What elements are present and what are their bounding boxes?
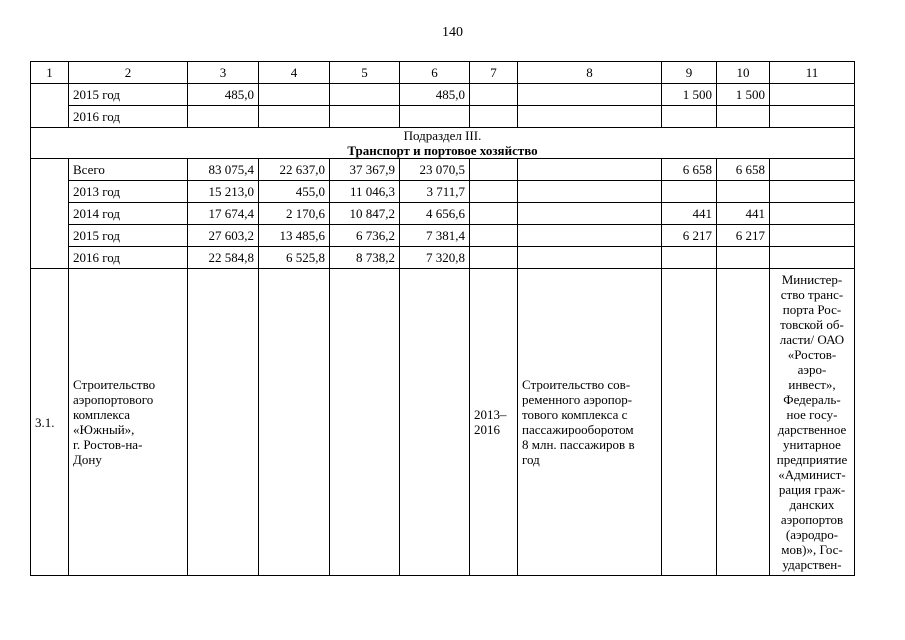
empty-cell [770, 203, 855, 225]
text-line: «Ростов- [787, 347, 837, 362]
value-cell: 11 046,3 [330, 181, 400, 203]
empty-cell [518, 225, 662, 247]
value-cell: 8 738,2 [330, 247, 400, 269]
text-line: 8 млн. пассажиров в [522, 437, 635, 452]
text-line: мов)», Гос- [781, 542, 843, 557]
text-line: Строительство сов- [522, 377, 631, 392]
value-cell: 455,0 [259, 181, 330, 203]
text-line: Дону [73, 452, 102, 467]
text-line: «Админист- [778, 467, 846, 482]
value-cell [717, 106, 770, 128]
text-line: Строительство [73, 377, 156, 392]
text-line: пассажирооборотом [522, 422, 634, 437]
header-cell: 1 [31, 62, 69, 84]
table-row [31, 203, 855, 225]
value-cell: 6 217 [717, 225, 770, 247]
empty-cell [770, 247, 855, 269]
empty-cell [518, 247, 662, 269]
header-cell: 11 [770, 62, 855, 84]
value-cell: 15 213,0 [188, 181, 259, 203]
empty-cell [31, 84, 69, 128]
header-cell: 5 [330, 62, 400, 84]
empty-cell [770, 225, 855, 247]
empty-cell [470, 106, 518, 128]
header-cell: 3 [188, 62, 259, 84]
text-line: данских [789, 497, 835, 512]
empty-cell [470, 181, 518, 203]
item-name [69, 269, 188, 576]
text-line: 2013– [474, 407, 507, 422]
empty-cell [717, 269, 770, 576]
text-line: Федераль- [783, 392, 841, 407]
item-number: 3.1. [31, 269, 69, 576]
table-row [31, 106, 855, 128]
text-line: ство транс- [780, 287, 844, 302]
text-line: тового комплекса с [522, 407, 628, 422]
text-line: ременного аэропор- [522, 392, 633, 407]
text-line: инвест», [788, 377, 836, 392]
empty-cell [662, 269, 717, 576]
value-cell: 22 584,8 [188, 247, 259, 269]
section-number: Подраздел III. [403, 128, 482, 143]
text-line: ласти/ ОАО [779, 332, 845, 347]
text-line: рация граж- [778, 482, 846, 497]
text-line: комплекса [73, 407, 131, 422]
value-cell: 13 485,6 [259, 225, 330, 247]
value-cell: 2 170,6 [259, 203, 330, 225]
value-cell: 10 847,2 [330, 203, 400, 225]
page-number: 140 [442, 25, 463, 40]
value-cell: 6 658 [717, 159, 770, 181]
empty-cell [470, 84, 518, 106]
table-row [31, 225, 855, 247]
value-cell: 1 500 [662, 84, 717, 106]
item-responsible [770, 269, 855, 576]
value-cell: 17 674,4 [188, 203, 259, 225]
value-cell [717, 181, 770, 203]
value-cell [662, 247, 717, 269]
text-line: аэро- [797, 362, 827, 377]
value-cell: 1 500 [717, 84, 770, 106]
value-cell: 7 381,4 [400, 225, 470, 247]
empty-cell [400, 269, 470, 576]
value-cell [717, 247, 770, 269]
value-cell: 4 656,6 [400, 203, 470, 225]
value-cell [188, 106, 259, 128]
empty-cell [518, 106, 662, 128]
value-cell [400, 106, 470, 128]
section-row [31, 128, 855, 159]
header-cell: 10 [717, 62, 770, 84]
empty-cell [470, 159, 518, 181]
header-cell: 9 [662, 62, 717, 84]
text-line: аэропортового [73, 392, 154, 407]
table-row [31, 84, 855, 106]
empty-cell [518, 203, 662, 225]
item-period [470, 269, 518, 576]
header-cell: 6 [400, 62, 470, 84]
value-cell: 485,0 [188, 84, 259, 106]
value-cell [662, 181, 717, 203]
value-cell: 441 [662, 203, 717, 225]
value-cell: 23 070,5 [400, 159, 470, 181]
text-line: ударствен- [782, 557, 842, 572]
empty-cell [770, 181, 855, 203]
header-cell: 8 [518, 62, 662, 84]
text-line: дарственное [777, 422, 847, 437]
value-cell [330, 84, 400, 106]
year-label: Всего [69, 159, 188, 181]
text-line: (аэродро- [785, 527, 839, 542]
year-label: 2013 год [69, 181, 188, 203]
value-cell: 22 637,0 [259, 159, 330, 181]
year-label: 2016 год [69, 106, 188, 128]
value-cell: 37 367,9 [330, 159, 400, 181]
empty-cell [770, 84, 855, 106]
value-cell: 441 [717, 203, 770, 225]
value-cell [662, 106, 717, 128]
table-row [31, 159, 855, 181]
empty-cell [188, 269, 259, 576]
year-label: 2015 год [69, 84, 188, 106]
empty-cell [518, 181, 662, 203]
value-cell: 7 320,8 [400, 247, 470, 269]
empty-cell [259, 269, 330, 576]
value-cell: 6 736,2 [330, 225, 400, 247]
empty-cell [770, 159, 855, 181]
empty-cell [330, 269, 400, 576]
value-cell: 83 075,4 [188, 159, 259, 181]
value-cell: 27 603,2 [188, 225, 259, 247]
text-line: порта Рос- [782, 302, 842, 317]
section-title: Транспорт и портовое хозяйство [347, 143, 538, 158]
value-cell [259, 84, 330, 106]
value-cell: 6 525,8 [259, 247, 330, 269]
item-description [518, 269, 662, 576]
header-cell: 7 [470, 62, 518, 84]
section-heading [31, 128, 855, 159]
year-label: 2016 год [69, 247, 188, 269]
empty-cell [518, 84, 662, 106]
year-label: 2014 год [69, 203, 188, 225]
year-label: 2015 год [69, 225, 188, 247]
text-line: год [522, 452, 540, 467]
header-cell: 4 [259, 62, 330, 84]
value-cell [330, 106, 400, 128]
header-cell: 2 [69, 62, 188, 84]
value-cell [259, 106, 330, 128]
text-line: 2016 [474, 422, 500, 437]
empty-cell [470, 247, 518, 269]
header-row [31, 62, 855, 84]
program-table [30, 61, 855, 576]
text-line: ное госу- [786, 407, 838, 422]
value-cell: 3 711,7 [400, 181, 470, 203]
table-row [31, 181, 855, 203]
table-row [31, 247, 855, 269]
empty-cell [770, 106, 855, 128]
text-line: предприятие [776, 452, 848, 467]
text-line: аэропортов [780, 512, 844, 527]
text-line: «Южный», [73, 422, 135, 437]
empty-cell [518, 159, 662, 181]
empty-cell [470, 203, 518, 225]
text-line: унитарное [783, 437, 841, 452]
item-row [31, 269, 855, 576]
text-line: г. Ростов-на- [73, 437, 143, 452]
empty-cell [470, 225, 518, 247]
text-line: Министер- [781, 272, 843, 287]
value-cell: 6 658 [662, 159, 717, 181]
text-line: товской об- [780, 317, 844, 332]
value-cell: 6 217 [662, 225, 717, 247]
empty-cell [31, 159, 69, 269]
value-cell: 485,0 [400, 84, 470, 106]
